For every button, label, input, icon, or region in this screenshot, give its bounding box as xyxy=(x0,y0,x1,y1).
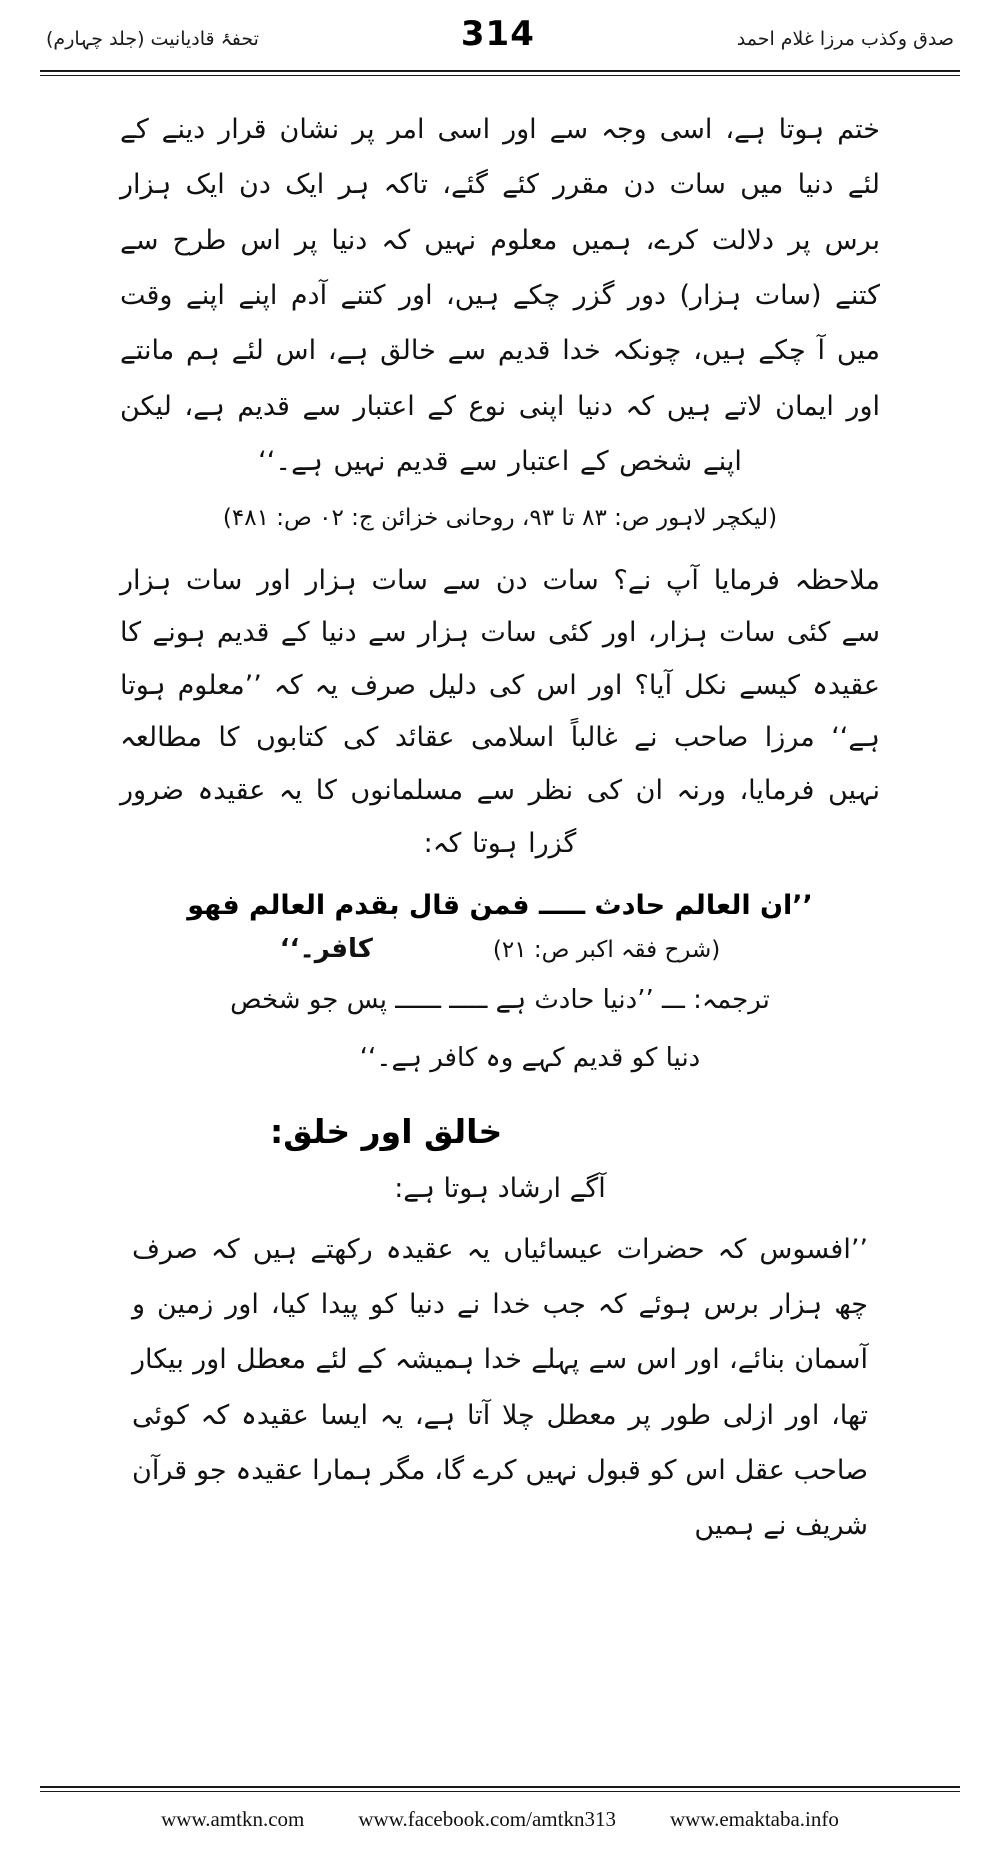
citation-lecture-lahore: (لیکچر لاہور ص: ۸۳ تا ۹۳، روحانی خزائن ج: ۰۲ ص: ۴۸۱) xyxy=(222,505,778,532)
header-chapter-title: صدق وکذب مرزا غلام احمد xyxy=(736,28,954,50)
section-heading-khaliq-aur-khalq: خالق اور خلق: xyxy=(270,1111,503,1151)
page-footer xyxy=(0,1807,1000,1832)
footer-link-facebook[interactable]: www.facebook.com/amtkn313 xyxy=(358,1807,616,1831)
lead-in-text: آگے ارشاد ہوتا ہے: xyxy=(394,1172,606,1204)
block-quotation: ’’افسوس کہ حضرات عیسائیاں یہ عقیدہ رکھتے ہیں کہ صرف چھ ہزار برس ہوئے کہ جب خدا نے دنیا کو پیدا کیا، اور زمین و آسمان بنائے، اور اس سے پہلے خدا ہمیشہ کے لئے معطل اور بیکار تھا، اور ازلی طور پر معطل چلا آتا ہے، یہ ایسا عقیدہ کہ کوئی صاحب عقل اس کو قبول نہیں کرے گا، مگر ہمارا عقیدہ جو قرآن شریف نے ہمیں xyxy=(132,1233,868,1542)
footer-divider xyxy=(40,1786,960,1788)
header-divider xyxy=(40,70,960,72)
footer-link-emaktaba[interactable]: www.emaktaba.info xyxy=(669,1807,839,1831)
footer-divider-thin xyxy=(40,1791,960,1792)
footer-link-website[interactable]: www.amtkn.com xyxy=(161,1807,305,1831)
arabic-quotation-last-word: کافر۔‘‘ xyxy=(279,933,373,964)
page-header xyxy=(0,0,1000,60)
translation-line-2: دنیا کو قدیم کہے وہ کافر ہے۔‘‘ xyxy=(359,1042,701,1073)
page-content xyxy=(0,76,1000,1564)
citation-sharh-fiqh-akbar: (شرح فقہ اکبر ص: ۲۱) xyxy=(492,936,721,963)
header-book-title: تحفۂ قادیانیت (جلد چہارم) xyxy=(46,28,259,50)
translation-line-1: ترجمہ: ـــ ’’دنیا حادث ہے ـــــ ــــــ پس جو شخص xyxy=(230,984,770,1015)
arabic-quotation-tail xyxy=(120,934,880,964)
paragraph-continuation-quote: ختم ہوتا ہے، اسی وجہ سے اور اسی امر پر نشان قرار دینے کے لئے دنیا میں سات دن مقرر کئے گئے، تاکہ ہر ایک دن ایک ہزار برس پر دلالت کرے، ہمیں معلوم نہیں کہ دنیا پر اس طرح سے کتنے (سات ہزار) دور گزر چکے ہیں، اور کتنے آدم اپنے اپنے وقت میں آ چکے ہیں، چونکہ خدا قدیم سے خالق ہے، اس لئے ہم مانتے اور ایمان لاتے ہیں کہ دنیا اپنی نوع کے اعتبار سے قدیم ہے، لیکن اپنے شخص کے اعتبار سے قدیم نہیں ہے۔‘‘ xyxy=(120,114,880,478)
arabic-quotation: ’’ان العالم حادث ـــــ فمن قال بقدم العالم فھو xyxy=(187,890,813,922)
page-number: 314 xyxy=(460,14,535,54)
paragraph-commentary: ملاحظہ فرمایا آپ نے؟ سات دن سے سات ہزار اور سات ہزار سے کئی سات ہزار، اور کئی سات ہزار سے دنیا کے قدیم ہونے کا عقیدہ کیسے نکل آیا؟ اور اس کی دلیل صرف یہ کہ ’’معلوم ہوتا ہے‘‘ مرزا صاحب نے غالباً اسلامی عقائد کی کتابوں کا مطالعہ نہیں فرمایا، ورنہ ان کی نظر سے مسلمانوں کا یہ عقیدہ ضرور گزرا ہوتا کہ: xyxy=(120,564,880,859)
